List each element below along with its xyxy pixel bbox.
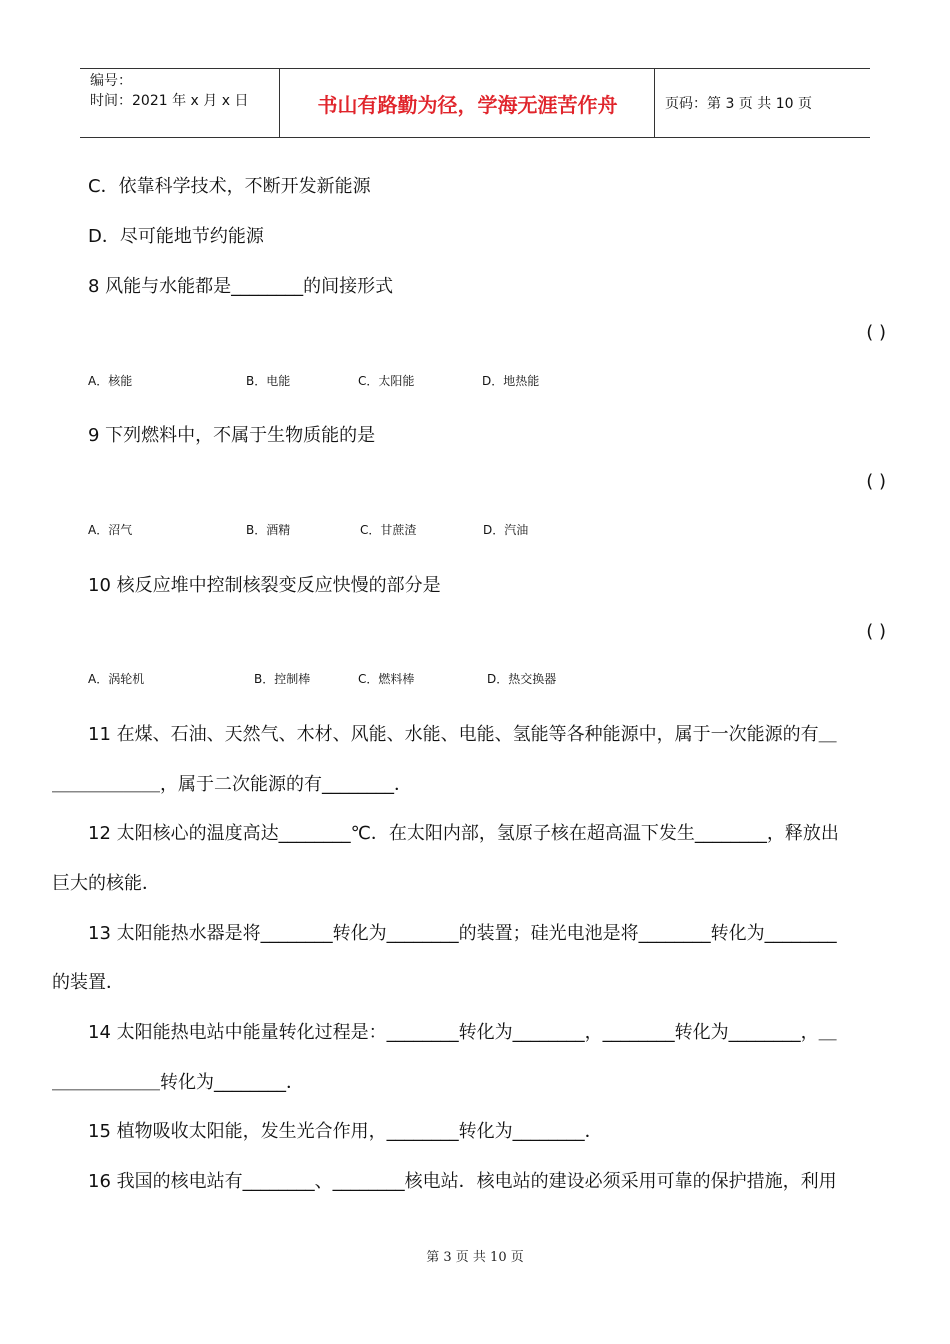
- option-a: A．沼气: [88, 523, 133, 537]
- header-motto: 书山有路勤为径，学海无涯苦作舟: [281, 69, 655, 137]
- date-label: 时间：2021 年 x 月 x 日: [90, 93, 249, 109]
- question-11-line2: ＿＿＿＿＿＿，属于二次能源的有________．: [52, 774, 412, 795]
- header-meta: [80, 69, 280, 137]
- option-d: D．地热能: [482, 374, 540, 388]
- option-d-q7: D．尽可能地节约能源: [88, 226, 264, 247]
- question-12-line1: 12 太阳核心的温度高达________℃．在太阳内部，氢原子核在超高温下发生________，释放出: [88, 823, 839, 844]
- option-d: D．热交换器: [487, 672, 557, 686]
- option-a: A．核能: [88, 374, 133, 388]
- option-d: D．汽油: [483, 523, 529, 537]
- option-a: A．涡轮机: [88, 672, 145, 686]
- question-13-line1: 13 太阳能热水器是将________转化为________的装置；硅光电池是将________转化为________: [88, 923, 837, 944]
- question-16: 16 我国的核电站有________、________核电站．核电站的建设必须采用可靠的保护措施，利用: [88, 1171, 837, 1192]
- question-14-line2: ＿＿＿＿＿＿转化为________．: [52, 1072, 304, 1093]
- option-b: B．酒精: [246, 523, 291, 537]
- page-header: [80, 68, 870, 138]
- question-14-line1: 14 太阳能热电站中能量转化过程是：________转化为________，________转化为________，＿: [88, 1022, 837, 1043]
- question-13-line2: 的装置．: [52, 972, 124, 993]
- option-c-q7: C．依靠科学技术，不断开发新能源: [88, 176, 371, 197]
- question-12-line2: 巨大的核能．: [52, 873, 160, 894]
- answer-blank-q8: ( ): [866, 322, 886, 343]
- option-c: C．甘蔗渣: [360, 523, 417, 537]
- question-8: 8 风能与水能都是________的间接形式: [88, 276, 394, 297]
- header-page-info: 页码：第 3 页 共 10 页: [665, 96, 812, 112]
- option-b: B．电能: [246, 374, 291, 388]
- question-11-line1: 11 在煤、石油、天然气、木材、风能、水能、电能、氢能等各种能源中，属于一次能源的有＿: [88, 724, 837, 745]
- question-9: 9 下列燃料中，不属于生物质能的是: [88, 425, 376, 446]
- option-c: C．燃料棒: [358, 672, 415, 686]
- option-c: C．太阳能: [358, 374, 415, 388]
- question-10: 10 核反应堆中控制核裂变反应快慢的部分是: [88, 575, 441, 596]
- answer-blank-q9: ( ): [866, 471, 886, 492]
- option-b: B．控制棒: [254, 672, 311, 686]
- answer-blank-q10: ( ): [866, 621, 886, 642]
- serial-number-label: 编号：: [90, 73, 132, 89]
- page-footer: 第 3 页 共 10 页: [426, 1250, 524, 1265]
- question-15: 15 植物吸收太阳能，发生光合作用，________转化为________．: [88, 1121, 603, 1142]
